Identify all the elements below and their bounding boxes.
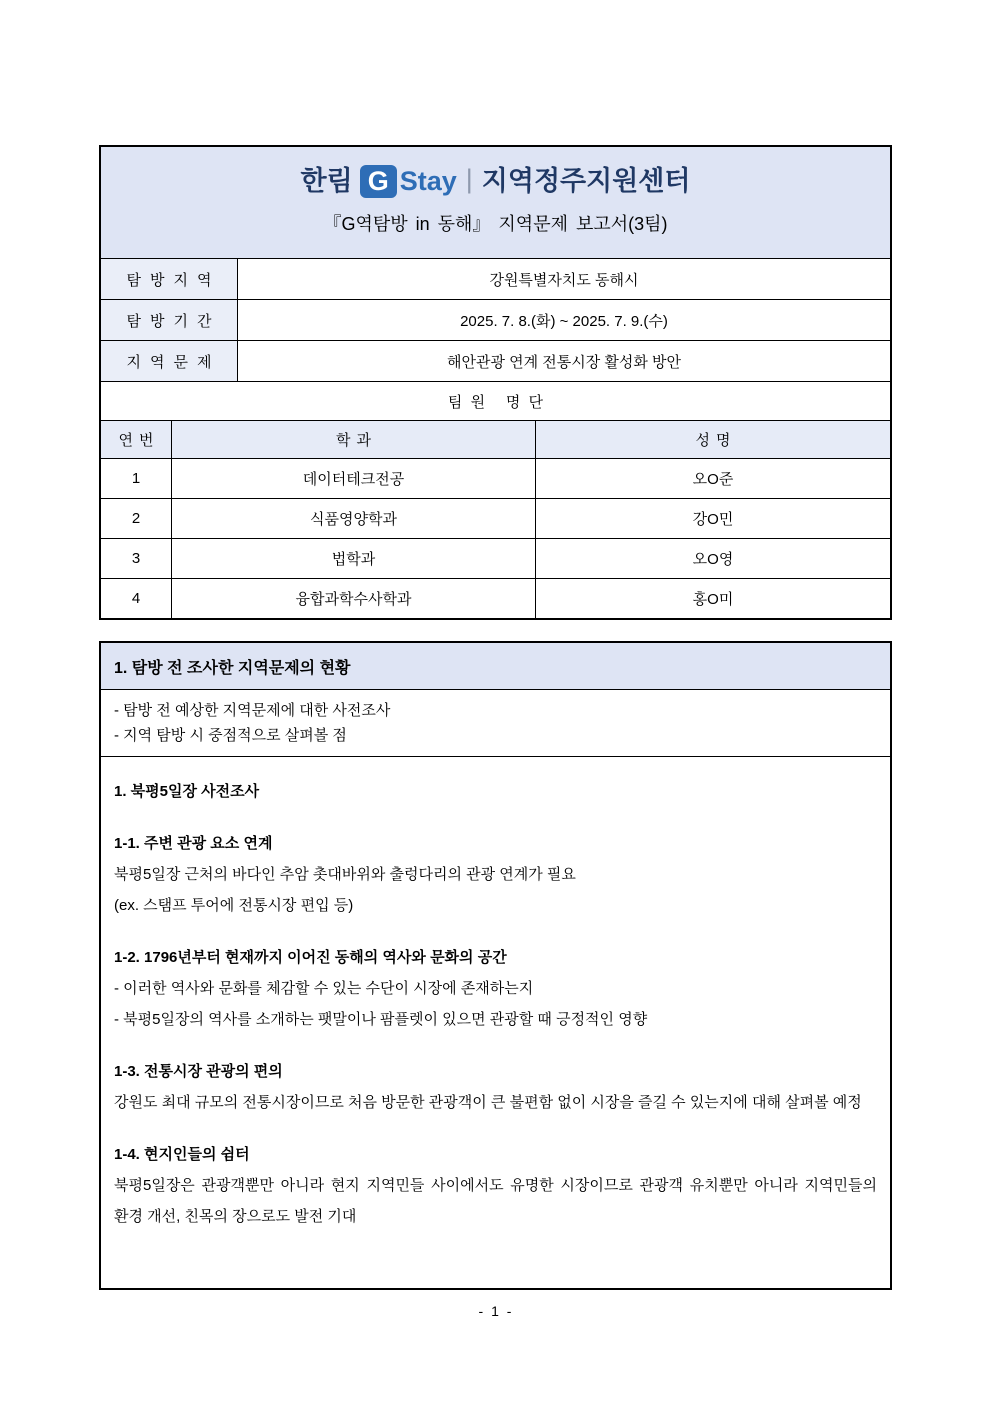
table-row [101,539,890,579]
team-row-no: 3 [101,539,172,578]
logo-divider: | [465,164,473,194]
table-row [101,459,890,499]
body-paragraph: - 북평5일장의 역사를 소개하는 팻말이나 팜플렛이 있으면 관광할 때 긍정적인 영향 [114,1011,648,1028]
section1-body [101,757,890,1288]
info-row-label: 탐방지역 [101,259,238,299]
team-row-no: 1 [101,459,172,498]
section1-intro [101,690,890,757]
document-content [99,145,892,1290]
body-paragraph: 북평5일장 근처의 바다인 추암 촛대바위와 출렁다리의 관광 연계가 필요 [114,866,576,883]
team-row-name: 홍O미 [692,591,734,608]
body-paragraph: - 이러한 역사와 문화를 체감할 수 있는 수단이 시장에 존재하는지 [114,980,534,997]
info-row-label: 지역문제 [101,341,238,381]
info-row [101,259,890,300]
team-column-name: 성명 [695,432,737,449]
team-list-caption: 팀원 명단 [101,382,890,421]
team-row-no: 4 [101,579,172,618]
report-title-block [101,147,890,259]
table-row [101,579,890,618]
team-row-dept: 데이터테크전공 [172,459,536,498]
report-header-table [99,145,892,620]
body-heading: 1. 북평5일장 사전조사 [114,783,260,800]
info-row-value: 해안관광 연계 전통시장 활성화 방안 [446,353,682,371]
logo-center-name: 지역정주지원센터 [481,166,691,196]
section1-title: 1. 탐방 전 조사한 지역문제의 현황 [101,643,890,690]
document-title: 『G역탐방 in 동해』 지역문제 보고서(3팀) [323,214,668,234]
section1-box [99,641,892,1290]
body-heading: 1-3. 전통시장 관광의 편의 [114,1063,283,1080]
report-info-rows [101,259,890,382]
team-column-dept: 학과 [172,421,536,458]
org-logo [101,164,890,198]
info-row-value: 강원특별자치도 동해시 [489,271,639,289]
info-row-value: 2025. 7. 8.(화) ~ 2025. 7. 9.(수) [460,312,668,330]
team-table-rows [101,459,890,618]
body-paragraph: (ex. 스탬프 투어에 전통시장 편입 등) [114,897,354,914]
body-heading: 1-1. 주변 관광 요소 연계 [114,835,273,852]
team-row-name: 오O준 [692,471,734,488]
body-heading: 1-2. 1796년부터 현재까지 이어진 동해의 역사와 문화의 공간 [114,949,507,966]
logo-g-badge-icon: G [360,165,397,198]
team-row-name: 오O영 [692,551,734,568]
intro-line: - 지역 탐방 시 중점적으로 살펴볼 점 [114,727,347,744]
info-row [101,341,890,382]
body-paragraph: 강원도 최대 규모의 전통시장이므로 처음 방문한 관광객이 큰 불편함 없이 시장을 즐길 수 있는지에 대해 살펴볼 예정 [114,1094,862,1111]
table-row [101,499,890,539]
body-paragraph: 북평5일장은 관광객뿐만 아니라 현지 지역민들 사이에서도 유명한 시장이므로 관광객 유치뿐만 아니라 지역민들의 환경 개선, 친목의 장으로도 발전 기대 [114,1177,877,1225]
team-row-dept: 식품영양학과 [172,499,536,538]
team-column-no: 연번 [101,421,172,458]
intro-line: - 탐방 전 예상한 지역문제에 대한 사전조사 [114,702,391,719]
body-heading: 1-4. 현지인들의 쉼터 [114,1146,250,1163]
info-row [101,300,890,341]
page-number: - 1 - [478,1303,514,1319]
team-row-dept: 법학과 [172,539,536,578]
team-row-name: 강O민 [692,511,734,528]
logo-hanlim-text: 한림 [300,166,353,196]
logo-stay-text: Stay [399,166,457,196]
info-row-label: 탐방기간 [101,300,238,340]
team-row-dept: 융합과학수사학과 [172,579,536,618]
team-row-no: 2 [101,499,172,538]
team-table-header [101,421,890,459]
